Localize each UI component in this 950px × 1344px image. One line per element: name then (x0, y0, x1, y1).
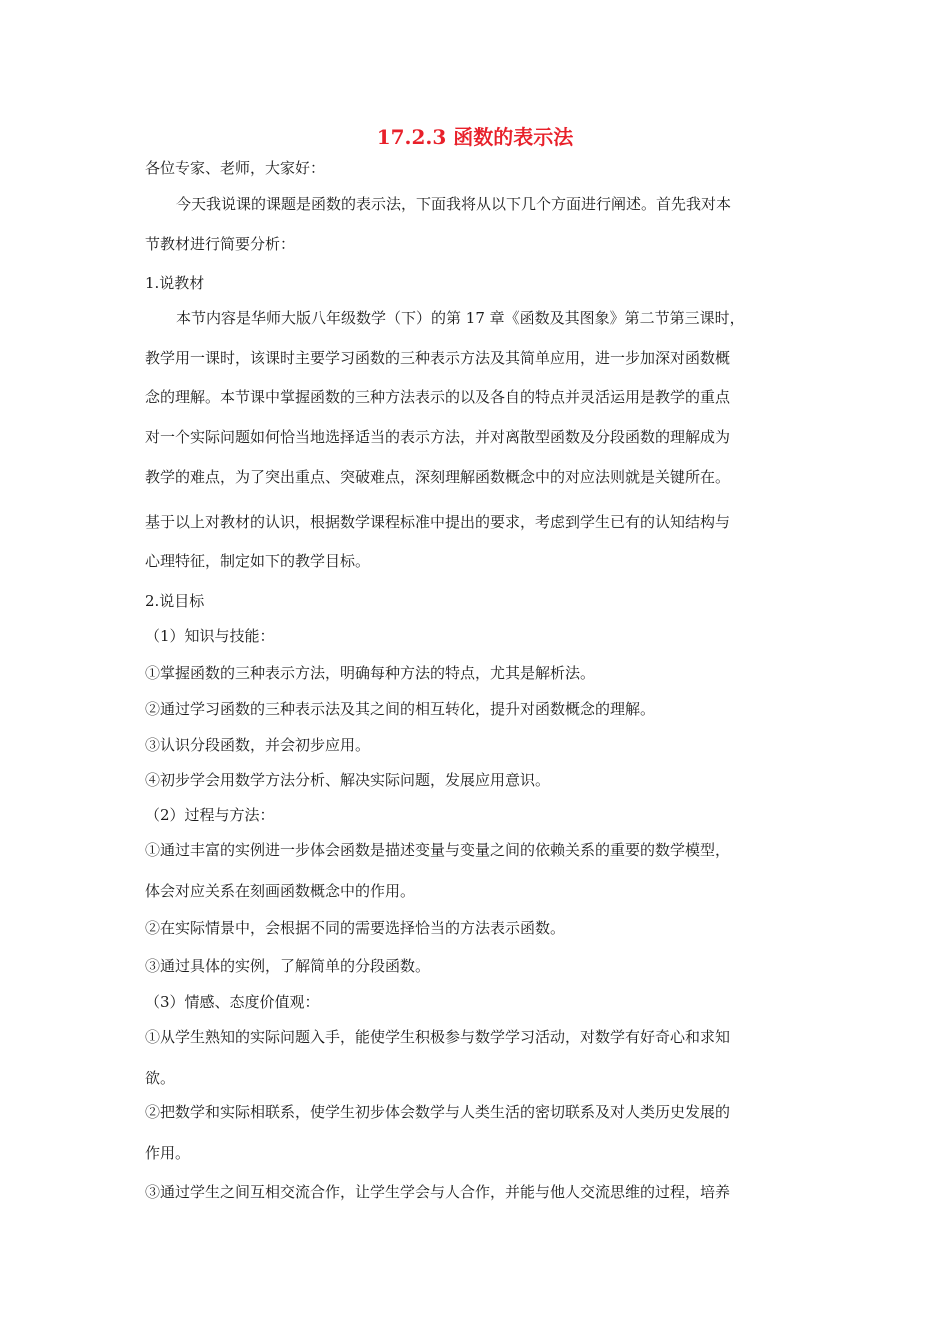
section-heading: 2.说目标 (145, 592, 205, 610)
paragraph-line: 节教材进行简要分析： (145, 235, 296, 253)
list-item: 作用。 (145, 1144, 191, 1162)
paragraph-line: 今天我说课的课题是函数的表示法，下面我将从以下几个方面进行阐述。首先我对本 (176, 195, 732, 213)
list-item: ②通过学习函数的三种表示法及其之间的相互转化，提升对函数概念的理解。 (145, 700, 656, 718)
list-item: 体会对应关系在刻画函数概念中的作用。 (145, 882, 416, 900)
section-heading: 1.说教材 (145, 274, 205, 292)
paragraph-line: 心理特征，制定如下的教学目标。 (145, 552, 371, 570)
list-item: 欲。 (145, 1069, 176, 1087)
list-item: ③通过学生之间互相交流合作，让学生学会与人合作，并能与他人交流思维的过程，培养 (145, 1183, 731, 1201)
greeting: 各位专家、老师，大家好： (145, 159, 326, 177)
list-item: ①通过丰富的实例进一步体会函数是描述变量与变量之间的依赖关系的重要的数学模型， (145, 841, 731, 859)
paragraph-line: 本节内容是华师大版八年级数学（下）的第 17 章《函数及其图象》第二节第三课时， (176, 309, 745, 327)
subsection-heading: （2）过程与方法： (145, 806, 275, 824)
list-item: ②把数学和实际相联系，使学生初步体会数学与人类生活的密切联系及对人类历史发展的 (145, 1103, 731, 1121)
list-item: ③认识分段函数，并会初步应用。 (145, 736, 371, 754)
paragraph-line: 念的理解。本节课中掌握函数的三种方法表示的以及各自的特点并灵活运用是教学的重点 (145, 388, 731, 406)
paragraph-line: 对一个实际问题如何恰当地选择适当的表示方法，并对离散型函数及分段函数的理解成为 (145, 428, 731, 446)
page-title: 17.2.3 函数的表示法 (376, 125, 574, 149)
list-item: ④初步学会用数学方法分析、解决实际问题，发展应用意识。 (145, 771, 551, 789)
paragraph-line: 教学的难点，为了突出重点、突破难点，深刻理解函数概念中的对应法则就是关键所在。 (145, 468, 731, 486)
list-item: ①掌握函数的三种表示方法，明确每种方法的特点，尤其是解析法。 (145, 664, 596, 682)
list-item: ①从学生熟知的实际问题入手，能使学生积极参与数学学习活动，对数学有好奇心和求知 (145, 1028, 731, 1046)
subsection-heading: （3）情感、态度价值观： (145, 993, 320, 1011)
paragraph-line: 基于以上对教材的认识，根据数学课程标准中提出的要求，考虑到学生已有的认知结构与 (145, 513, 731, 531)
list-item: ②在实际情景中，会根据不同的需要选择恰当的方法表示函数。 (145, 919, 566, 937)
list-item: ③通过具体的实例，了解简单的分段函数。 (145, 957, 431, 975)
subsection-heading: （1）知识与技能： (145, 627, 275, 645)
paragraph-line: 教学用一课时，该课时主要学习函数的三种表示方法及其简单应用，进一步加深对函数概 (145, 349, 731, 367)
